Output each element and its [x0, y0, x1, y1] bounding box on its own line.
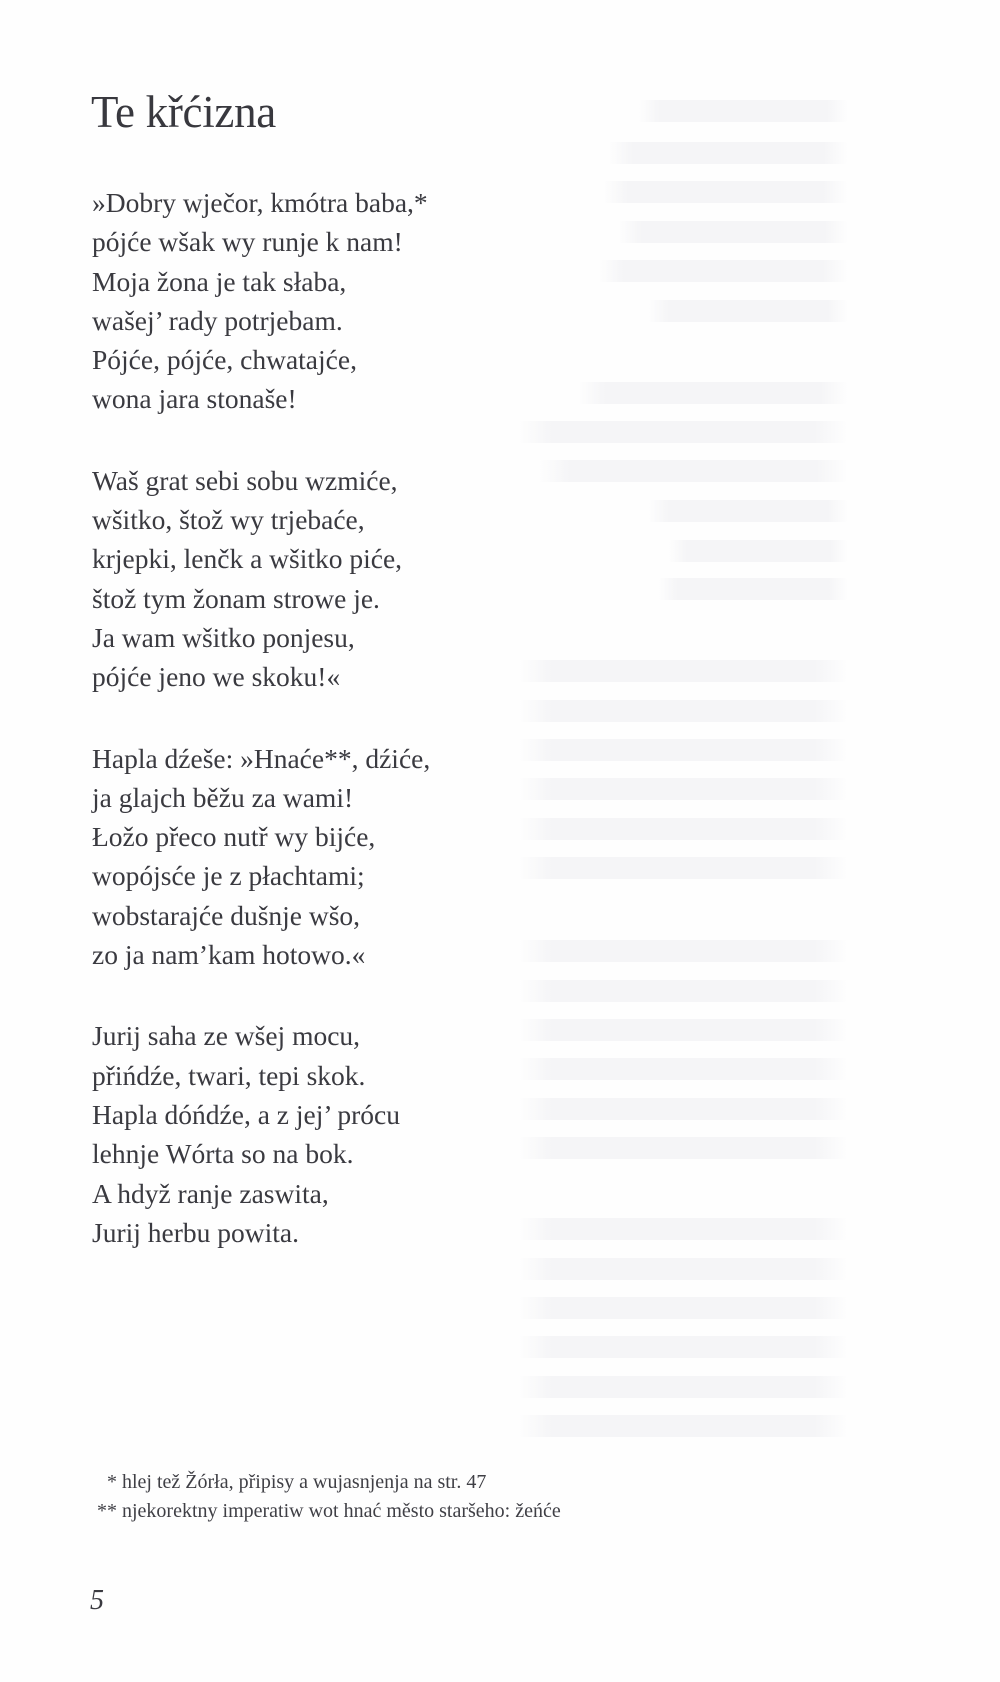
poem-line: pójće jeno we skoku!« — [92, 661, 341, 693]
ghost-text — [668, 540, 848, 562]
stanza-1 — [92, 183, 692, 419]
poem-line: přińdźe, twari, tepi skok. — [92, 1059, 366, 1091]
poem-line: Moja žona je tak słaba, — [92, 265, 347, 297]
poem-line: Pójće, pójće, chwatajće, — [92, 344, 357, 376]
footnote-marker: * — [107, 1471, 117, 1493]
poem-line: A hdyž ranje zaswita, — [92, 1177, 329, 1209]
poem-line: wšitko, štož wy trjebaće, — [92, 504, 365, 536]
poem-line: Jurij saha ze wšej mocu, — [92, 1020, 361, 1052]
poem-line: wašej’ rady potrjebam. — [92, 304, 343, 336]
footnotes — [88, 1468, 788, 1526]
poem-line: wobstarajće dušnje wšo, — [92, 899, 361, 931]
poem-line: Waš grat sebi sobu wzmiće, — [92, 464, 398, 496]
poem-line: »Dobry wječor, kmótra baba,* — [92, 187, 428, 218]
stanza-3 — [92, 739, 692, 975]
poem-line: Hapla dóńdźe, a z jej’ prócu — [92, 1098, 400, 1130]
ghost-text — [518, 1376, 848, 1398]
stanza-2 — [92, 461, 692, 697]
poem-line: ja glajch běžu za wami! — [92, 781, 354, 813]
poem-line: štož tym žonam strowe je. — [92, 582, 380, 614]
footnote-text: hlej tež Žórła, připisy a wujasnjenja na str. 47 — [122, 1471, 487, 1493]
ghost-text — [608, 142, 848, 164]
stanza-4 — [92, 1016, 692, 1252]
footnote-1 — [88, 1468, 788, 1497]
poem-line: lehnje Wórta so na bok. — [92, 1138, 354, 1170]
poem-line: wona jara stonaše! — [92, 383, 297, 415]
ghost-text — [518, 1415, 848, 1437]
poem-line: Łožo přeco nutř wy bijće, — [92, 821, 376, 853]
poem-line: Jurij herbu powita. — [92, 1216, 299, 1248]
poem-line: wopójsće je z płachtami; — [92, 860, 365, 892]
page-number: 5 — [90, 1585, 104, 1616]
ghost-text — [518, 1297, 848, 1319]
poem-line: krjepki, lenčk a wšitko piće, — [92, 543, 403, 575]
poem-line: Hapla dźeše: »Hnaće**, dźiće, — [92, 742, 431, 774]
poem-line: Ja wam wšitko ponjesu, — [92, 621, 355, 653]
poem-line: pójće wšak wy runje k nam! — [92, 226, 403, 258]
footnote-2 — [88, 1497, 788, 1526]
poem-title: Te křćizna — [91, 87, 276, 137]
poem-body — [92, 183, 692, 1294]
ghost-text — [638, 100, 848, 122]
footnote-marker: ** — [97, 1500, 117, 1522]
footnote-text: njekorektny imperatiw wot hnać město staršeho: žeńće — [122, 1500, 561, 1522]
ghost-text — [518, 1336, 848, 1358]
poem-line: zo ja nam’kam hotowo.« — [92, 939, 366, 971]
